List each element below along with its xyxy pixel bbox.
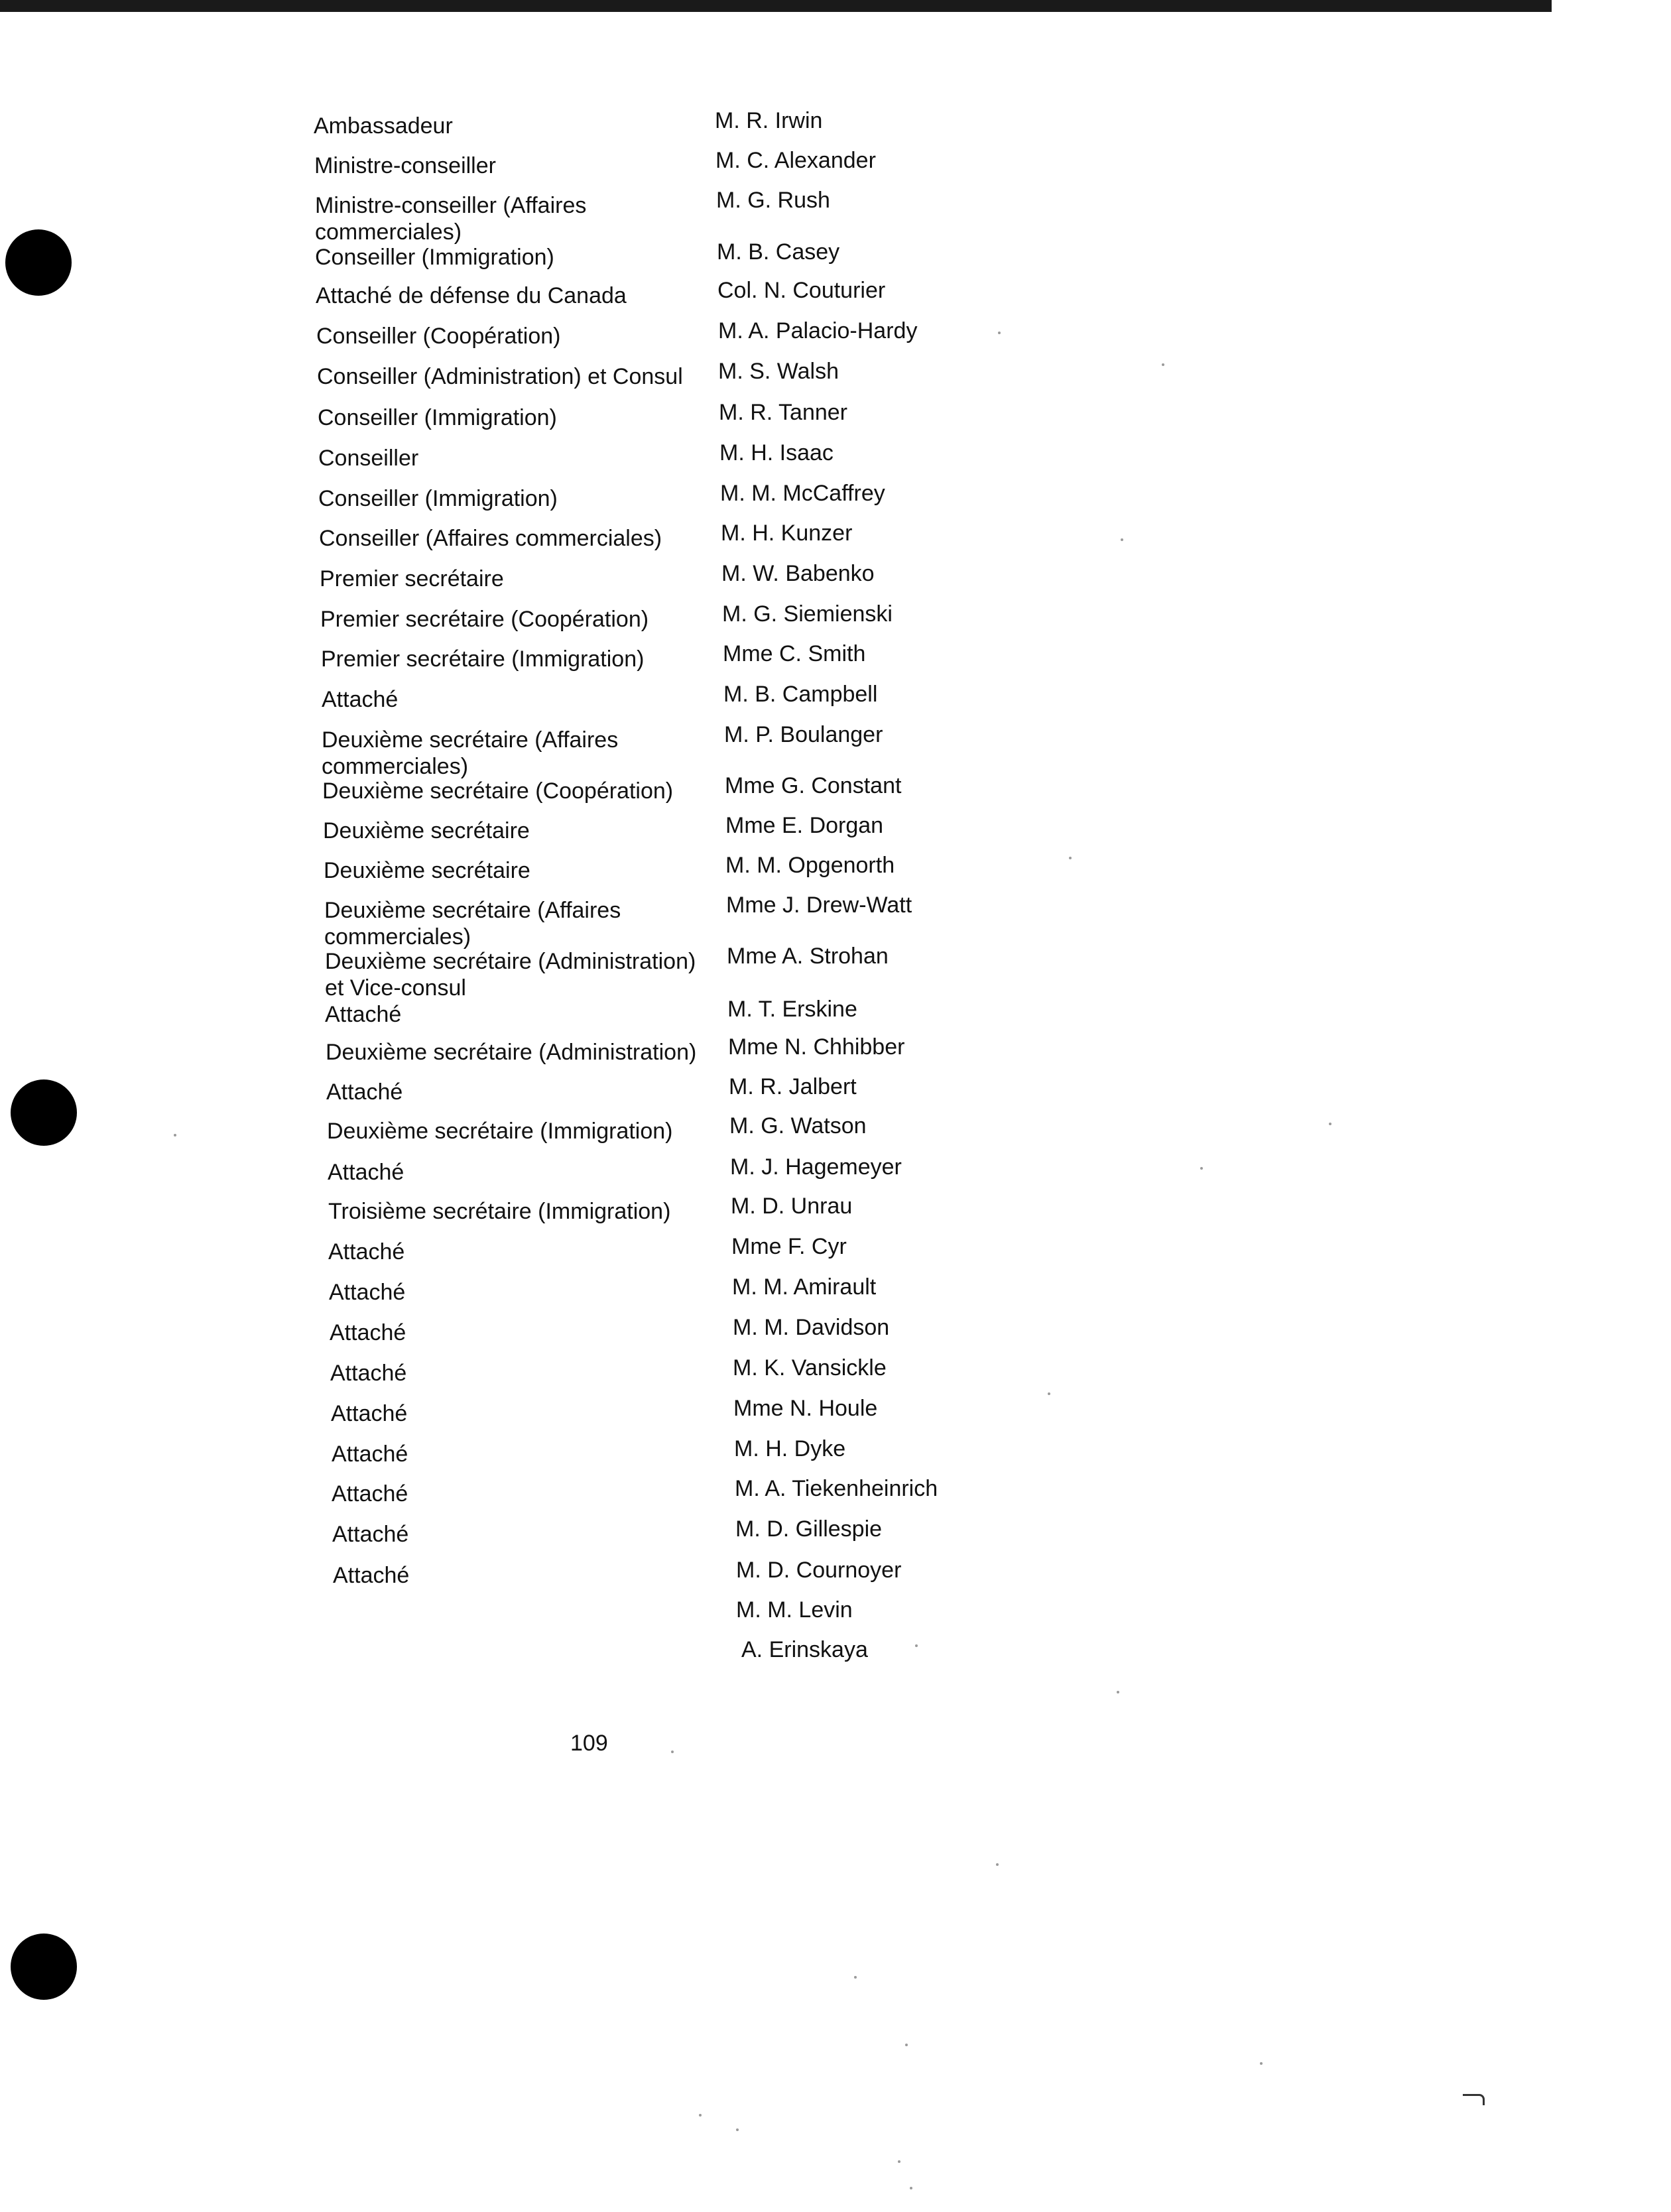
position-title: Attaché [330, 1361, 407, 1386]
position-title: Attaché [330, 1320, 406, 1345]
staff-name: M. W. Babenko [721, 561, 875, 586]
position-title: Conseiller (Immigration) [315, 245, 554, 270]
position-title: Ministre-conseiller (Affaires commerciales) [315, 193, 587, 245]
staff-name: M. H. Kunzer [721, 521, 853, 546]
position-title: Attaché [322, 687, 399, 712]
staff-name: Mme A. Strohan [727, 944, 889, 969]
scan-speck [915, 1644, 918, 1647]
position-title: Conseiller (Administration) et Consul [317, 364, 683, 389]
position-title: Conseiller (Coopération) [316, 324, 561, 349]
position-title: Attaché [331, 1401, 408, 1426]
position-title: Deuxième secrétaire (Administration) [326, 1040, 697, 1065]
staff-name: M. G. Rush [716, 188, 830, 213]
scan-speck [1069, 857, 1072, 859]
staff-name: M. D. Unrau [731, 1194, 853, 1219]
scan-speck [699, 2114, 702, 2117]
position-title: Attaché [332, 1522, 409, 1547]
staff-name: M. B. Casey [717, 239, 840, 265]
position-title: Premier secrétaire (Immigration) [321, 646, 645, 672]
position-title: Troisième secrétaire (Immigration) [328, 1199, 671, 1224]
scan-speck [1117, 1691, 1119, 1693]
scan-speck [1048, 1392, 1050, 1395]
staff-name: M. S. Walsh [718, 359, 839, 384]
position-title: Attaché [332, 1481, 408, 1506]
staff-name: M. R. Irwin [715, 108, 823, 133]
staff-name: M. K. Vansickle [733, 1355, 887, 1381]
scan-speck [1260, 2062, 1263, 2065]
staff-name: A. Erinskaya [741, 1637, 868, 1662]
position-title: Ministre-conseiller [314, 153, 496, 178]
staff-name: Mme G. Constant [725, 773, 902, 798]
staff-name: M. A. Palacio-Hardy [718, 318, 918, 343]
position-title: Conseiller [318, 446, 419, 471]
page-number: 109 [570, 1731, 608, 1756]
staff-name: M. M. McCaffrey [720, 481, 885, 506]
staff-name: M. R. Tanner [719, 400, 848, 425]
scan-speck [998, 332, 1001, 334]
scan-speck [736, 2128, 739, 2131]
position-title: Deuxième secrétaire (Immigration) [327, 1119, 673, 1144]
staff-name: M. R. Jalbert [729, 1074, 857, 1099]
position-title: Attaché [333, 1563, 410, 1588]
position-title: Attaché [328, 1239, 405, 1264]
position-title: Attaché [329, 1280, 406, 1305]
scan-speck [1329, 1123, 1331, 1125]
staff-name: M. A. Tiekenheinrich [735, 1476, 938, 1501]
staff-name: M. H. Dyke [734, 1436, 846, 1461]
staff-name: Mme F. Cyr [731, 1234, 847, 1259]
scan-speck [996, 1863, 999, 1866]
staff-name: M. G. Watson [729, 1113, 867, 1138]
staff-name: M. J. Hagemeyer [730, 1154, 902, 1180]
position-title: Attaché [332, 1442, 408, 1467]
position-title: Deuxième secrétaire (Coopération) [322, 778, 674, 804]
position-title: Ambassadeur [314, 113, 453, 139]
staff-name: Mme N. Chhibber [728, 1034, 905, 1060]
position-title: Deuxième secrétaire (Affaires commerciales) [322, 727, 619, 779]
position-title: Deuxième secrétaire [324, 858, 530, 883]
staff-name: Mme E. Dorgan [725, 813, 884, 838]
scan-speck [854, 1976, 857, 1979]
staff-name: Mme J. Drew-Watt [726, 892, 912, 918]
staff-name: M. M. Levin [736, 1597, 853, 1623]
position-title: Attaché [328, 1160, 404, 1185]
staff-name: M. P. Boulanger [724, 722, 883, 747]
staff-name: Mme C. Smith [723, 641, 866, 666]
scan-speck [174, 1134, 176, 1137]
scan-speck [898, 2160, 900, 2163]
position-title: Deuxième secrétaire (Affaires commerciales) [324, 898, 621, 950]
scan-speck [910, 2187, 912, 2189]
position-title: Attaché de défense du Canada [316, 283, 627, 308]
staff-name: Col. N. Couturier [717, 278, 886, 303]
staff-name: Mme N. Houle [733, 1396, 878, 1421]
position-title: Deuxième secrétaire [323, 818, 530, 843]
staff-name: M. G. Siemienski [722, 601, 893, 627]
scan-speck [1200, 1167, 1203, 1170]
position-title: Premier secrétaire [320, 566, 504, 591]
staff-name: M. H. Isaac [719, 440, 834, 465]
staff-name: M. D. Cournoyer [736, 1558, 902, 1583]
staff-name: M. D. Gillespie [735, 1516, 883, 1542]
scan-speck [671, 1751, 674, 1753]
position-title: Conseiller (Affaires commerciales) [319, 526, 662, 551]
scan-speck [1162, 363, 1164, 366]
position-title: Attaché [326, 1079, 403, 1105]
staff-name: M. B. Campbell [723, 682, 878, 707]
staff-name: M. M. Davidson [733, 1315, 890, 1340]
staff-name: M. C. Alexander [715, 148, 876, 173]
scan-speck [905, 2044, 908, 2046]
position-title: Conseiller (Immigration) [318, 405, 557, 430]
staff-name: M. M. Opgenorth [725, 853, 895, 878]
position-title: Deuxième secrétaire (Administration) et Vice-consul [325, 949, 696, 1001]
position-title: Premier secrétaire (Coopération) [320, 607, 649, 632]
staff-name: M. T. Erskine [727, 997, 857, 1022]
staff-name: M. M. Amirault [732, 1274, 877, 1300]
position-title: Attaché [325, 1002, 402, 1027]
position-title: Conseiller (Immigration) [318, 486, 558, 511]
scan-speck [1121, 538, 1123, 541]
